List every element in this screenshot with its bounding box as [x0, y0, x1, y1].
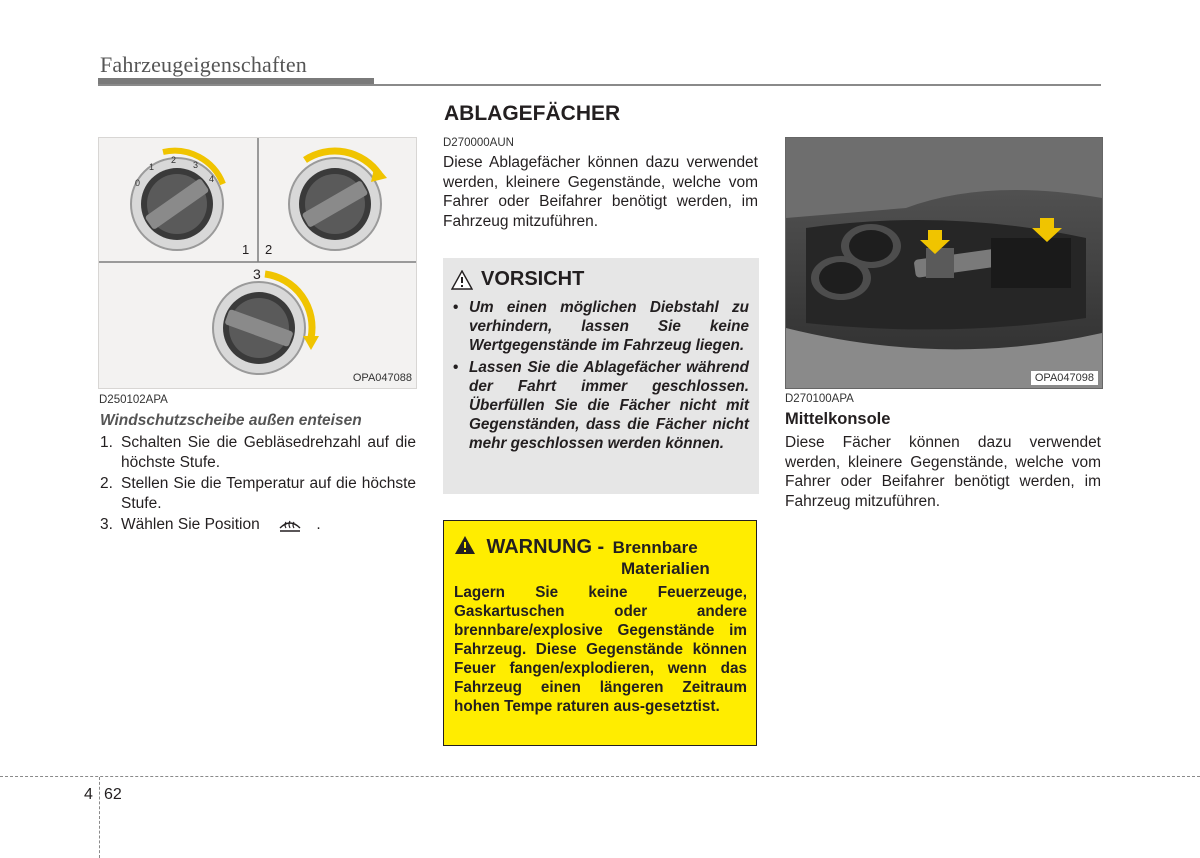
- bullet-icon: •: [453, 359, 459, 376]
- caution-item-text: Um einen möglichen Diebstahl zu verhindern, lassen Sie keine Wertgegenstände im Fahrzeug liegen.: [469, 299, 749, 354]
- caution-list: [451, 298, 749, 456]
- figure-caption: OPA047088: [352, 372, 412, 384]
- svg-text:4: 4: [209, 174, 215, 184]
- console-illustration: [786, 138, 1102, 388]
- step-3-line: [100, 515, 416, 535]
- knob-label-3: 3: [253, 266, 261, 282]
- step-number: 2.: [100, 475, 113, 492]
- subheading-center-console: Mittelkonsole: [785, 410, 891, 428]
- caution-item: [451, 298, 749, 355]
- section-code: D270000AUN: [443, 137, 514, 149]
- knob-label-2: 2: [265, 242, 273, 257]
- footer-divider: [99, 777, 100, 858]
- figure-caption: OPA047098: [1031, 371, 1098, 385]
- console-paragraph: Diese Fächer können dazu verwendet werden, kleinere Gegenstände, welche vom Fahrer oder Beifahrer benötigt werden, im Fahrzeug mitzuführen.: [785, 434, 1101, 510]
- step-3: [100, 515, 416, 535]
- page-number: 62: [104, 786, 122, 803]
- step-text: Wählen Sie Position: [121, 516, 260, 533]
- warning-header: [454, 535, 750, 559]
- knob-2: [289, 151, 387, 250]
- warning-box: [443, 520, 757, 746]
- caution-title: VORSICHT: [481, 268, 585, 290]
- knob-label-1: 1: [242, 242, 250, 257]
- chapter-number: 4: [84, 786, 93, 803]
- section-title: ABLAGEFÄCHER: [444, 102, 621, 125]
- center-console-photo: [785, 137, 1103, 389]
- header-rule-thin: [98, 84, 1101, 86]
- section-code: D270100APA: [785, 393, 854, 405]
- defrost-knob-figure: [98, 137, 417, 389]
- warning-triangle-icon: [454, 535, 476, 555]
- step-text: Schalten Sie die Gebläsedrehzahl auf die höchste Stufe.: [121, 434, 416, 471]
- caution-item-text: Lassen Sie die Ablagefächer während der Fahrt immer geschlossen. Überfüllen Sie die Fächer nicht mit Gegenständen, dass die Fächer nicht mehr geschlossen werden können.: [469, 359, 749, 452]
- step-2: [100, 474, 416, 513]
- defrost-icon: [278, 516, 302, 534]
- subheading-defrost: Windschutzscheibe außen enteisen: [100, 412, 362, 429]
- step-1: [100, 433, 416, 472]
- knob-illustration: [99, 138, 416, 388]
- warning-subtitle-1: Brennbare: [612, 538, 698, 557]
- svg-text:2: 2: [171, 155, 177, 165]
- bullet-icon: •: [453, 299, 459, 316]
- footer-rule: [0, 776, 1200, 777]
- knob-3: [213, 274, 319, 374]
- caution-item: [451, 358, 749, 453]
- step-number: 1.: [100, 434, 113, 451]
- caution-box: [443, 258, 759, 494]
- caution-header: [451, 268, 584, 291]
- knob-1: [131, 151, 223, 250]
- step-number: 3.: [100, 516, 113, 533]
- step-text: Stellen Sie die Temperatur auf die höchste Stufe.: [121, 475, 416, 512]
- svg-text:1: 1: [149, 162, 155, 172]
- warning-subtitle-2: Materialien: [621, 559, 710, 578]
- warning-triangle-icon: [451, 270, 473, 290]
- page-header-title: Fahrzeugeigenschaften: [100, 52, 307, 77]
- warning-title: WARNUNG -: [486, 536, 605, 558]
- svg-text:0: 0: [135, 178, 141, 188]
- warning-text: Lagern Sie keine Feuerzeuge, Gaskartuschen oder andere brennbare/explosive Gegenstände im Fahrzeug. Diese Gegenstände können Feuer fangen/explodieren, wenn das Fahrzeug einen längeren Zeitraum hohen Tempe raturen aus-gesetztist.: [454, 584, 747, 715]
- step-suffix: .: [316, 516, 321, 533]
- svg-text:3: 3: [193, 160, 199, 170]
- section-code: D250102APA: [99, 394, 168, 406]
- intro-paragraph: Diese Ablagefächer können dazu verwendet werden, kleinere Gegenstände, welche vom Fahrer oder Beifahrer benötigt werden, im Fahrzeug mitzuführen.: [443, 154, 758, 230]
